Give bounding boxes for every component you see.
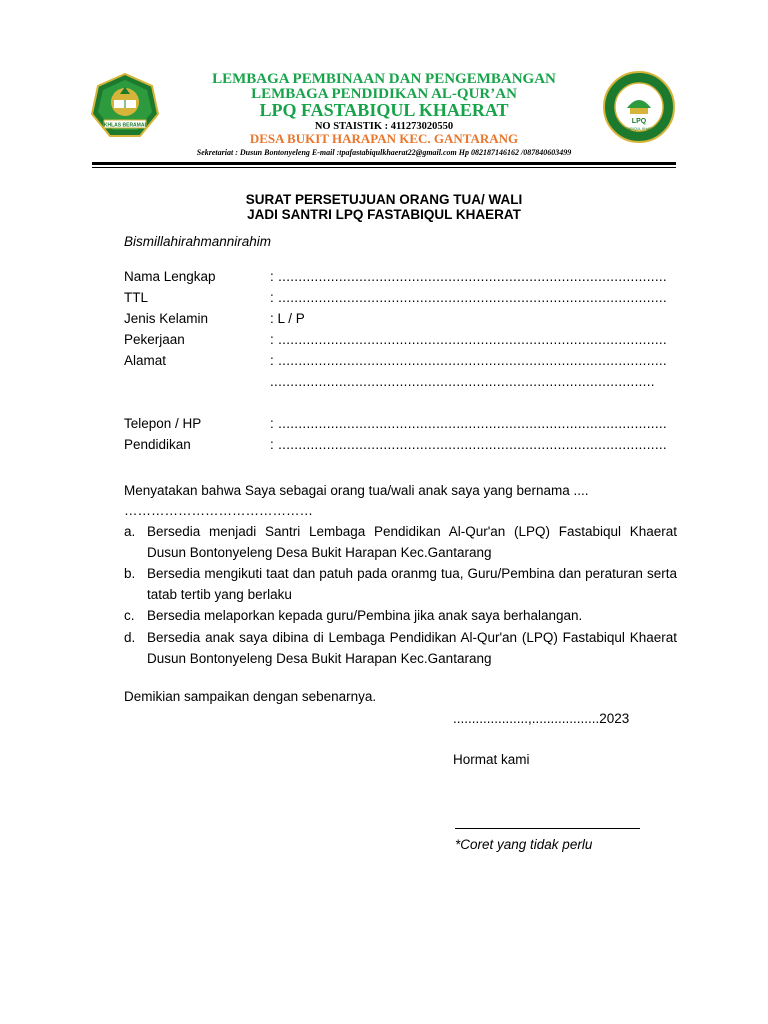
right-logo-sub: FASTABIQUL KHAERAT xyxy=(619,127,659,131)
list-marker: c. xyxy=(124,608,135,623)
field-value: : L / P xyxy=(270,311,305,326)
field-value: : ................................................................................................ xyxy=(270,416,667,431)
document-title-2: JADI SANTRI LPQ FASTABIQUL KHAERAT xyxy=(247,207,521,222)
field-label: Alamat xyxy=(124,353,167,368)
field-value: : ................................................................................................ xyxy=(270,290,667,305)
header-line-1: LEMBAGA PEMBINAAN DAN PENGEMBANGAN xyxy=(212,71,556,87)
header-stat-number: NO STAISTIK : 411273020550 xyxy=(314,121,454,132)
signature-line xyxy=(455,828,640,829)
header-line-3: LPQ FASTABIQUL KHAERAT xyxy=(259,100,509,120)
field-label: TTL xyxy=(124,290,149,305)
header-line-2: LEMBAGA PENDIDIKAN AL-QUR’AN xyxy=(251,86,517,102)
list-text: Bersedia menjadi Santri Lembaga Pendidikan Al-Qur'an (LPQ) Fastabiqul Khaerat Dusun Bontonyeleng Desa Bukit Harapan Kec.Gantarang xyxy=(147,524,677,560)
list-text: Bersedia melaporkan kepada guru/Pembina jika anak saya berhalangan. xyxy=(147,608,583,623)
header-rule-thick xyxy=(92,162,676,165)
left-logo-ribbon: IKHLAS BERAMAL xyxy=(102,122,148,129)
list-marker: b. xyxy=(124,566,136,581)
statement-intro: Menyatakan bahwa Saya sebagai orang tua/wali anak saya yang bernama .... xyxy=(124,483,589,498)
statement-intro-cont: …………………………………… xyxy=(124,503,313,518)
field-label: Pendidikan xyxy=(124,437,191,452)
list-marker: d. xyxy=(124,630,136,645)
document-title-1: SURAT PERSETUJUAN ORANG TUA/ WALI xyxy=(245,192,523,207)
list-text: Bersedia anak saya dibina di Lembaga Pendidikan Al-Qur'an (LPQ) Fastabiqul Khaerat Dusun Bontonyeleng Desa Bukit Harapan Kec.Gantarang xyxy=(147,630,677,666)
field-label: Pekerjaan xyxy=(124,332,185,347)
list-marker: a. xyxy=(124,524,136,539)
header-rule-thin xyxy=(92,167,676,168)
field-value: : ................................................................................................ xyxy=(270,269,667,284)
greeting: Bismillahirahmannirahim xyxy=(124,234,272,249)
regards: Hormat kami xyxy=(453,752,530,767)
field-value: : ................................................................................................ xyxy=(270,353,667,368)
right-logo-text: LPQ xyxy=(631,118,647,125)
closing-text: Demikian sampaikan dengan sebenarnya. xyxy=(124,689,377,704)
date-line: ....................,..................2023 xyxy=(453,711,630,726)
field-label: Telepon / HP xyxy=(124,416,202,431)
list-text: Bersedia mengikuti taat dan patuh pada oranmg tua, Guru/Pembina dan peraturan serta tatab tertib yang berlaku xyxy=(147,566,677,602)
field-value: : ................................................................................................ xyxy=(270,332,667,347)
field-label: Jenis Kelamin xyxy=(124,311,209,326)
field-value: : ................................................................................................ xyxy=(270,437,667,452)
field-label: Nama Lengkap xyxy=(124,269,216,284)
header-secretariat: Sekretariat : Dusun Bontonyeleng E-mail :tpafastabiqulkhaerat22@gmail.com Hp 082187146162 /087840603499 xyxy=(196,148,572,157)
footnote: *Coret yang tidak perlu xyxy=(455,837,593,852)
field-value: ............................................................................................... xyxy=(270,374,655,389)
header-line-5: DESA BUKIT HARAPAN KEC. GANTARANG xyxy=(249,131,519,146)
